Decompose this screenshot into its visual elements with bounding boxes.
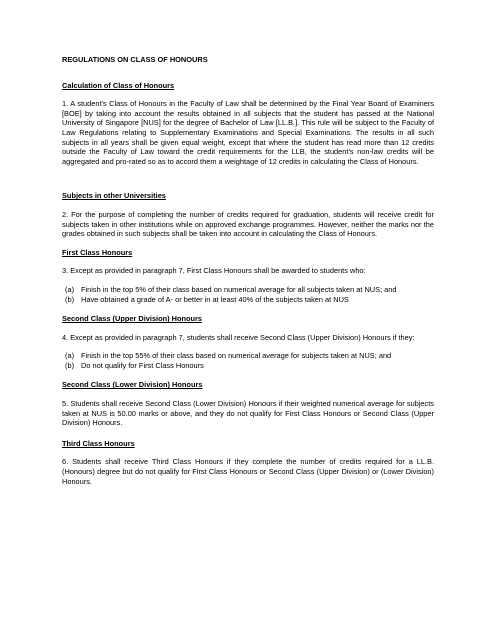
list-item <box>62 285 434 295</box>
criteria-list <box>62 285 434 304</box>
paragraph-1: 1. A student's Class of Honours in the Faculty of Law shall be determined by the Final Year Board of Examiners [BOE] by taking into account the results obtained in all subjects that the student has passed at the National University of Singapore [NUS] for the degree of Bachelor of Law [LL.B.]. This rule will be subject to the Faculty of Law Regulations relating to Supplementary Examinations and Special Examinations. The results in all such subjects in all years shall be given equal weight, except that where the student has read more than 12 credits outside the Faculty of Law toward the credit requirements for the LLB, the student's non-law credits will be aggregated and pro-rated so as to accord them a weightage of 12 credits in calculating the Class of Honours. <box>62 99 434 166</box>
section-calculation <box>62 81 434 167</box>
paragraph-6: 6. Students shall receive Third Class Honours if they complete the number of credits required for a LL.B. (Honours) degree but do not qualify for First Class Honours or Second Class (Upper Division) or (Lower Division) Honours. <box>62 457 434 486</box>
list-text: Have obtained a grade of A- or better in at least 40% of the subjects taken at NUS <box>81 294 349 304</box>
paragraph-5: 5. Students shall receive Second Class (Lower Division) Honours if their weighted numerical average for subjects taken at NUS is 50.00 marks or above, and they do not qualify for First Class Honours or Second Class (Upper Division) Honours. <box>62 399 434 428</box>
section-heading: Third Class Honours <box>62 438 135 448</box>
document-title: REGULATIONS ON CLASS OF HONOURS <box>62 55 208 64</box>
list-text: Finish in the top 5% of their class based on numerical average for all subjects taken at NUS; and <box>81 284 397 294</box>
section-heading: Second Class (Lower Division) Honours <box>62 380 203 390</box>
section-other-universities <box>62 191 434 238</box>
list-text: Do not qualify for First Class Honours <box>81 360 204 370</box>
paragraph-4: 4. Except as provided in paragraph 7, students shall receive Second Class (Upper Division) Honours if they: <box>62 332 415 342</box>
section-heading: Calculation of Class of Honours <box>62 80 175 90</box>
section-heading: Subjects in other Universities <box>62 191 166 201</box>
list-item <box>62 351 434 361</box>
section-third-class <box>62 439 434 486</box>
criteria-list <box>62 351 434 370</box>
section-heading: First Class Honours <box>62 247 133 257</box>
list-marker: (a) <box>65 284 75 294</box>
list-marker: (a) <box>65 351 75 361</box>
section-upper-division <box>62 314 434 370</box>
section-first-class <box>62 248 434 304</box>
section-heading: Second Class (Upper Division) Honours <box>62 314 203 324</box>
list-text: Finish in the top 55% of their class based on numerical average for subjects taken at NUS; and <box>81 351 392 361</box>
list-marker: (b) <box>65 360 75 370</box>
document-page <box>62 55 434 495</box>
paragraph-2: 2. For the purpose of completing the number of credits required for graduation, students will receive credit for subjects taken in other institutions while on approved exchange programmes. However, neither the marks nor the grades obtained in such subjects shall be taken into account in calculating the Class of Honours. <box>62 209 434 239</box>
list-marker: (b) <box>65 294 75 304</box>
list-item <box>62 295 434 305</box>
section-lower-division <box>62 380 434 427</box>
list-item <box>62 361 434 371</box>
paragraph-3: 3. Except as provided in paragraph 7, First Class Honours shall be awarded to students who: <box>62 266 366 276</box>
